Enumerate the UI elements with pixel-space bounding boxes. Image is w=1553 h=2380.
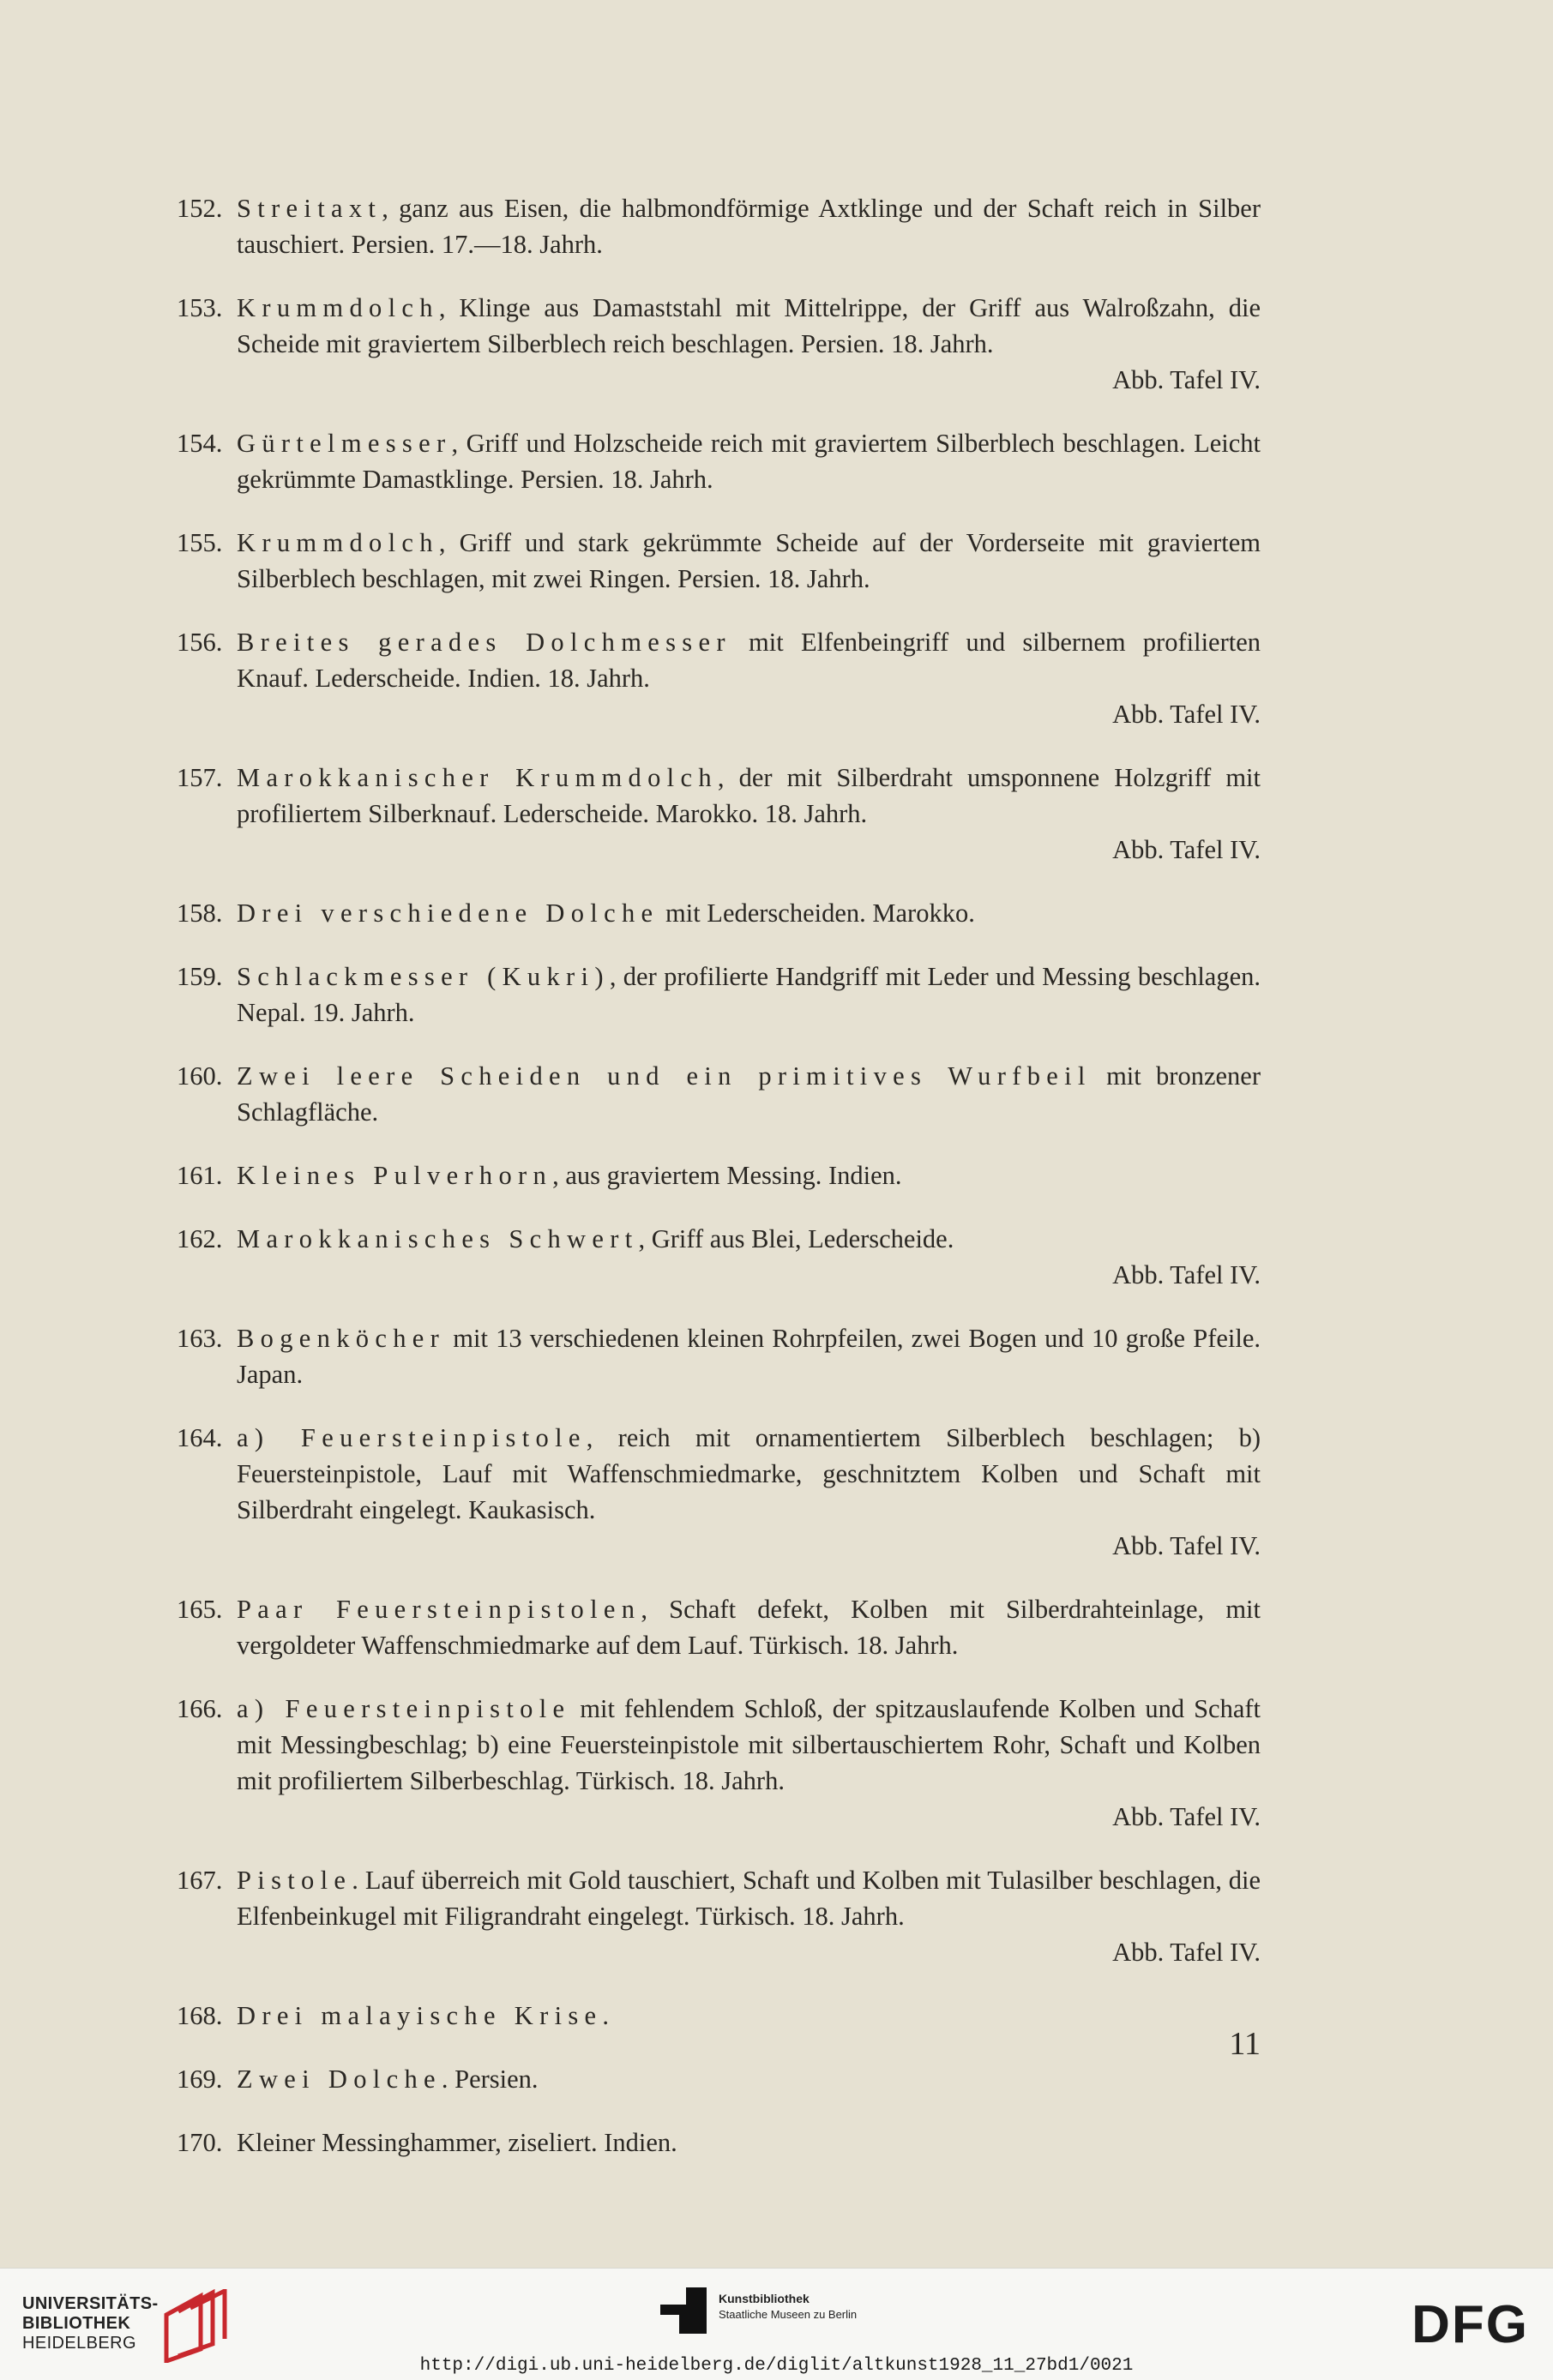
entry-description: , der profilierte Handgriff mit Leder und Messing beschlagen. Nepal. 19. Jahrh. — [237, 962, 1261, 1027]
catalog-entry — [177, 190, 1261, 262]
entry-title: Streitaxt — [237, 194, 382, 223]
entry-description: mit fehlendem Schloß, der spitzauslaufende Kolben und Schaft mit Messingbeschlag; b) eine Feuersteinpistole mit silbertauschiertem Rohr, Schaft und Kolben mit profiliertem Silberbeschlag. Türkisch. 18. Jahrh. — [237, 1694, 1261, 1795]
catalog-entry — [177, 1420, 1261, 1564]
plate-reference: Abb. Tafel IV. — [1112, 835, 1261, 864]
ub-heidelberg-logo[interactable] — [22, 2294, 159, 2353]
entry-description: . — [602, 2001, 610, 2030]
catalog-entry — [177, 1320, 1261, 1392]
plate-reference: Abb. Tafel IV. — [1112, 365, 1261, 394]
catalog-entry — [177, 290, 1261, 398]
entry-number: 154. — [177, 429, 223, 458]
entry-number: 158. — [177, 899, 223, 928]
entry-number: 169. — [177, 2064, 223, 2094]
entry-title: a) Feuersteinpistole — [237, 1694, 571, 1723]
entry-number: 168. — [177, 2001, 223, 2030]
catalog-entry — [177, 1691, 1261, 1835]
entry-number: 160. — [177, 1061, 223, 1091]
entry-number: 166. — [177, 1694, 223, 1723]
entry-title: Zwei leere Scheiden und ein primitives Wurfbeil — [237, 1061, 1092, 1091]
catalog-entry — [177, 1998, 1261, 2034]
catalog-entry — [177, 959, 1261, 1031]
plate-reference: Abb. Tafel IV. — [1112, 1260, 1261, 1289]
catalog-entry — [177, 1862, 1261, 1970]
entry-title: Kleines Pulverhorn — [237, 1161, 553, 1190]
ub-books-icon — [160, 2289, 237, 2363]
entry-description: mit Lederscheiden. Marokko. — [659, 899, 975, 928]
entry-description: . Persien. — [441, 2064, 539, 2094]
entry-number: 155. — [177, 528, 223, 557]
entry-title: Drei verschiedene Dolche — [237, 899, 659, 928]
entry-description: , aus graviertem Messing. Indien. — [552, 1161, 902, 1190]
entry-number: 170. — [177, 2128, 223, 2157]
plate-reference: Abb. Tafel IV. — [1112, 1938, 1261, 1967]
catalog-entry — [177, 1221, 1261, 1293]
kb-title: Kunstbibliothek — [719, 2292, 810, 2305]
entry-title: Schlackmesser (Kukri) — [237, 962, 610, 991]
footer-bar — [0, 2268, 1553, 2380]
catalog-entry — [177, 760, 1261, 868]
entry-title: Marokkanischer Krummdolch — [237, 763, 718, 792]
ub-logo-line3: HEIDELBERG — [22, 2334, 136, 2353]
kunstbibliothek-icon — [660, 2287, 707, 2334]
entry-title: Bogenköcher — [237, 1324, 446, 1353]
entry-description: , der mit Silberdraht umsponnene Holzgriff mit profiliertem Silberknauf. Lederscheide. Marokko. 18. Jahrh. — [237, 763, 1261, 828]
entry-number: 163. — [177, 1324, 223, 1353]
entry-description: mit bronzener Schlagfläche. — [237, 1061, 1261, 1127]
kunstbibliothek-logo[interactable] — [660, 2287, 857, 2334]
entry-title: Zwei Dolche — [237, 2064, 442, 2094]
entry-number: 167. — [177, 1866, 223, 1895]
entry-title: Krummdolch — [237, 528, 439, 557]
catalog-entry — [177, 2061, 1261, 2097]
catalog-entry — [177, 2125, 1261, 2161]
entry-number: 153. — [177, 293, 223, 322]
entry-number: 159. — [177, 962, 223, 991]
entry-number: 164. — [177, 1423, 223, 1452]
entry-description: , Griff und stark gekrümmte Scheide auf der Vorderseite mit graviertem Silberblech beschlagen, mit zwei Ringen. Persien. 18. Jahrh. — [237, 528, 1261, 593]
entry-number: 165. — [177, 1595, 223, 1624]
entry-description: , ganz aus Eisen, die halbmondförmige Axtklinge und der Schaft reich in Silber tauschiert. Persien. 17.—18. Jahrh. — [237, 194, 1261, 259]
entry-number: 156. — [177, 628, 223, 657]
plate-reference: Abb. Tafel IV. — [1112, 1531, 1261, 1560]
catalog-entry — [177, 425, 1261, 497]
entry-title: Drei malayische Krise — [237, 2001, 603, 2030]
page-url[interactable]: http://digi.ub.uni-heidelberg.de/diglit/altkunst1928_11_27bd1/0021 — [419, 2356, 1134, 2376]
plate-reference: Abb. Tafel IV. — [1112, 700, 1261, 729]
page-number: 11 — [1229, 2026, 1261, 2062]
entry-description: Kleiner Messinghammer, ziseliert. Indien. — [237, 2128, 677, 2157]
entry-description: mit 13 verschiedenen kleinen Rohrpfeilen, zwei Bogen und 10 große Pfeile. Japan. — [237, 1324, 1261, 1389]
entry-title: a) Feuersteinpistole — [237, 1423, 587, 1452]
dfg-logo[interactable]: DFG — [1412, 2295, 1529, 2354]
catalog-entry — [177, 1058, 1261, 1130]
catalog-entry — [177, 1591, 1261, 1663]
entry-title: Marokkanisches Schwert — [237, 1224, 639, 1253]
entry-description: , Schaft defekt, Kolben mit Silberdrahteinlage, mit vergoldeter Waffenschmiedmarke auf dem Lauf. Türkisch. 18. Jahrh. — [237, 1595, 1261, 1660]
catalog-entries — [177, 190, 1261, 2188]
kb-subtitle: Staatliche Museen zu Berlin — [719, 2308, 858, 2321]
entry-title: Pistole — [237, 1866, 352, 1895]
entry-description: , Klinge aus Damaststahl mit Mittelrippe, der Griff aus Walroßzahn, die Scheide mit graviertem Silberblech reich beschlagen. Persien. 18. Jahrh. — [237, 293, 1261, 358]
catalog-entry — [177, 624, 1261, 732]
plate-reference: Abb. Tafel IV. — [1112, 1802, 1261, 1831]
entry-description: . Lauf überreich mit Gold tauschiert, Schaft und Kolben mit Tulasilber beschlagen, die Elfenbeinkugel mit Filigrandraht eingelegt. Türkisch. 18. Jahrh. — [237, 1866, 1261, 1931]
entry-description: , reich mit ornamentiertem Silberblech beschlagen; b) Feuersteinpistole, Lauf mit Waffenschmiedmarke, geschnitztem Kolben und Schaft mit Silberdraht eingelegt. Kaukasisch. — [237, 1423, 1261, 1524]
entry-number: 161. — [177, 1161, 223, 1190]
entry-number: 157. — [177, 763, 223, 792]
catalog-entry — [177, 1157, 1261, 1193]
entry-number: 162. — [177, 1224, 223, 1253]
entry-title: Gürtelmesser — [237, 429, 452, 458]
entry-number: 152. — [177, 194, 223, 223]
entry-title: Breites gerades Dolchmesser — [237, 628, 731, 657]
entry-title: Paar Feuersteinpistolen — [237, 1595, 641, 1624]
catalog-entry — [177, 525, 1261, 597]
entry-description: , Griff und Holzscheide reich mit graviertem Silberblech beschlagen. Leicht gekrümmte Damastklinge. Persien. 18. Jahrh. — [237, 429, 1261, 494]
entry-title: Krummdolch — [237, 293, 439, 322]
ub-logo-line1: UNIVERSITÄTS- — [22, 2294, 159, 2313]
entry-description: , Griff aus Blei, Lederscheide. — [638, 1224, 954, 1253]
catalog-entry — [177, 895, 1261, 931]
entry-description: mit Elfenbeingriff und silbernem profilierten Knauf. Lederscheide. Indien. 18. Jahrh. — [237, 628, 1261, 693]
ub-logo-line2: BIBLIOTHEK — [22, 2314, 131, 2333]
